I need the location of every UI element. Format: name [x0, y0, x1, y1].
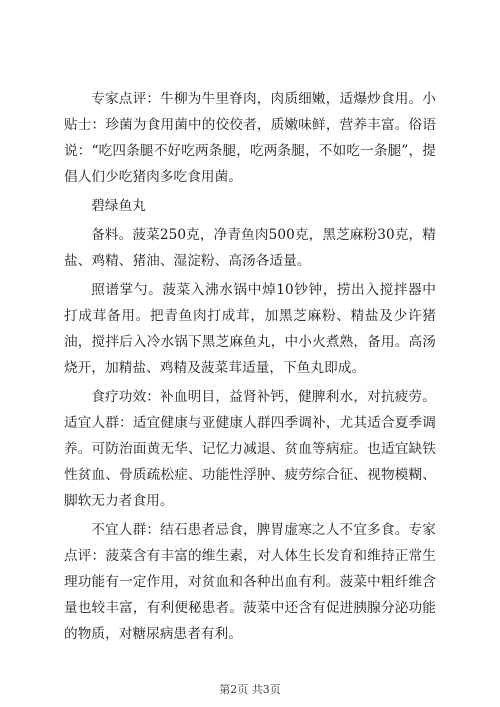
- recipe-title-green-fishballs: 碧绿鱼丸: [91, 198, 146, 214]
- paragraph-cooking-steps: 照谱掌勺。菠菜入沸水锅中焯10钞钟，捞出入搅拌器中打成茸备用。把青鱼肉打成茸，加黑芝麻粉、精盐及少许猪油，搅拌后入冷水锅下黑芝麻鱼丸，中小火煮熟，备用。高汤烧开，加精盐、鸡精及菠菜茸适量，下鱼丸即成。: [64, 282, 436, 376]
- document-body: [64, 86, 436, 647]
- paragraph-unsuitable-groups: 不宜人群：结石患者忌食，脾胃虚寒之人不宜多食。专家点评：菠菜含有丰富的维生素，对人体生长发育和维持正常生理功能有一定作用，对贫血和各种出血有利。菠菜中粗纤维含量也较丰富，有利便秘患者。菠菜中还含有促进胰腺分泌功能的物质，对糖尿病患者有利。: [64, 522, 436, 642]
- paragraph-therapeutic-effects: 食疗功效：补血明目，益肾补钙，健脾利水，对抗疲劳。适宜人群：适宜健康与亚健康人群四季调补，尤其适合夏季调养。可防治面黄无华、记忆力减退、贫血等病症。也适宜缺铁性贫血、骨质疏松症、功能性浮肿、疲劳综合征、视物模糊、脚软无力者食用。: [64, 389, 436, 509]
- paragraph-ingredients: 备料。菠菜250克，净青鱼肉500克，黑芝麻粉30克，精盐、鸡精、猪油、湿淀粉、高汤各适量。: [64, 227, 436, 269]
- page-number-footer: 第2页 共3页: [219, 683, 281, 696]
- paragraph-expert-comment-beef: 专家点评：牛柳为牛里脊肉，肉质细嫩，适爆炒食用。小贴士：珍菌为食用菌中的佼佼者，质嫩味鲜，营养丰富。俗语说：“吃四条腿不好吃两条腿，吃两条腿，不如吃一条腿”，提倡人们少吃猪肉多吃食用菌。: [64, 91, 436, 185]
